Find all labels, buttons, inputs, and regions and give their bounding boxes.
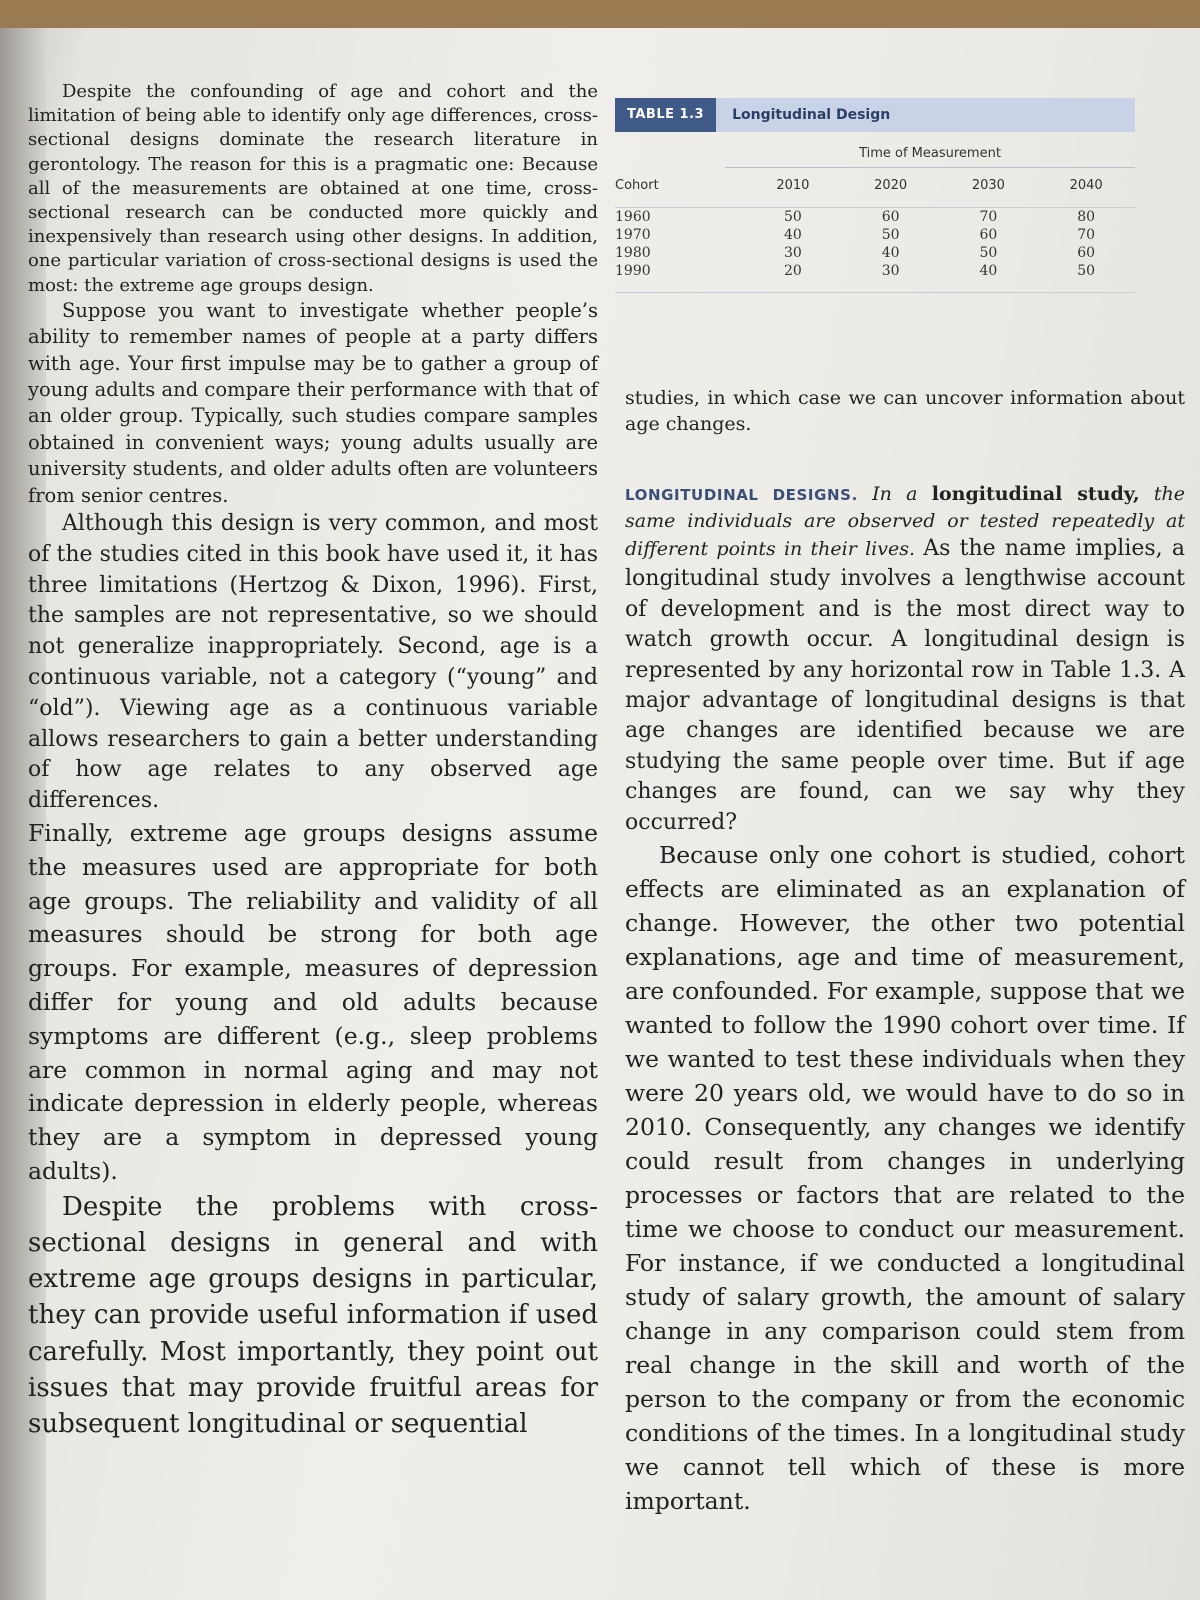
column-header: 2010	[776, 178, 810, 193]
value-cell: 40	[979, 263, 998, 279]
cohort-cell: 1990	[615, 263, 651, 279]
value-cell: 50	[1077, 263, 1096, 279]
value-cell: 70	[1077, 227, 1096, 243]
key-term: longitudinal study,	[931, 483, 1140, 505]
cohort-cell: 1980	[615, 245, 651, 261]
right-text-column	[625, 385, 1185, 1518]
column-header: 2040	[1069, 178, 1103, 193]
time-of-measurement-header: Time of Measurement	[725, 146, 1135, 168]
cohort-cell: 1970	[615, 227, 651, 243]
paragraph-despite-problems: Despite the problems with cross-sectional designs in general and with extreme age groups designs in particular, they can provide useful information if used carefully. Most importantly, they point out issues that may provide fruitful areas for subsequent longitudinal or sequential	[28, 1191, 598, 1440]
value-cell: 30	[783, 245, 802, 261]
paragraph-extreme-age-groups: Despite the confounding of age and cohort and the limitation of being able to identify only age differences, cross-sectional designs dominate the research literature in gerontology. The reason for this is a pragmatic one: Because all of the measurements are obtained at one time, cross-sectional research can be conducted more quickly and inexpensively than research using other designs. In addition, one particular variation of cross-sectional designs is used the most: the extreme age groups design.	[28, 81, 598, 296]
table-longitudinal-design	[615, 98, 1135, 293]
left-text-column	[28, 80, 598, 1442]
table-title: Longitudinal Design	[732, 107, 891, 123]
paragraph-studies-continued: studies, in which case we can uncover information about age changes.	[625, 387, 1185, 435]
table-header-bar	[615, 98, 1135, 132]
table-row	[615, 262, 1135, 280]
cohort-cell: 1960	[615, 209, 651, 225]
value-cell: 50	[783, 209, 802, 225]
value-cell: 60	[1077, 245, 1096, 261]
table-row	[615, 208, 1135, 227]
definition-body: the same individuals are observed or tested repeatedly at different points in their lives.	[625, 483, 1186, 560]
column-header: 2030	[971, 178, 1005, 193]
value-cell: 80	[1077, 209, 1096, 225]
definition-lead: In a	[872, 483, 918, 505]
value-cell: 60	[881, 209, 900, 225]
paragraph-suppose: Suppose you want to investigate whether people’s ability to remember names of people at a party differs with age. Your first impulse may be to gather a group of young adults and compare their performance with that of an older group. Typically, such studies compare samples obtained in convenient ways; young adults usually are university students, and older adults often are volunteers from senior centres.	[28, 298, 598, 507]
value-cell: 40	[783, 227, 802, 243]
section-heading: LONGITUDINAL DESIGNS.	[625, 486, 858, 504]
paragraph-longitudinal-definition	[625, 481, 1185, 838]
column-header: 2020	[874, 178, 908, 193]
table-bottom-rule	[615, 292, 1135, 293]
value-cell: 70	[979, 209, 998, 225]
paragraph-limitations: Although this design is very common, and most of the studies cited in this book have used it, it has three limitations (Hertzog & Dixon, 1996). First, the samples are not representative, so we should not generalize inappropriately. Second, age is a continuous variable, not a category (“young” and “old”). Viewing age as a continuous variable allows researchers to gain a better understanding of how age relates to any observed age differences.	[28, 511, 598, 814]
table-row	[615, 244, 1135, 262]
value-cell: 60	[979, 227, 998, 243]
paragraph-cohort-effects: Because only one cohort is studied, cohort effects are eliminated as an explanation of change. However, the other two potential explanations, age and time of measurement, are confounded. For example, suppose that we wanted to follow the 1990 cohort over time. If we wanted to test these individuals when they were 20 years old, we would have to do so in 2010. Consequently, any changes we identify could result from changes in underlying processes or factors that are related to the time we choose to conduct our measurement. For instance, if we conducted a longitudinal study of salary growth, the amount of salary change in any comparison could stem from real change in the skill and worth of the person to the company or from the economic conditions of the times. In a longitudinal study we cannot tell which of these is more important.	[625, 841, 1185, 1516]
paragraph-finally: Finally, extreme age groups designs assume the measures used are appropriate for both age groups. The reliability and validity of all measures should be strong for both age groups. For example, measures of depression differ for young and old adults because symptoms are different (e.g., sleep problems are common in normal aging and may not indicate depression in elderly people, whereas they are a symptom in depressed young adults).	[28, 819, 598, 1186]
value-cell: 50	[881, 227, 900, 243]
table-header-row	[615, 174, 1135, 208]
data-table	[615, 174, 1135, 280]
value-cell: 40	[881, 245, 900, 261]
value-cell: 30	[881, 263, 900, 279]
table-row	[615, 226, 1135, 244]
value-cell: 20	[783, 263, 802, 279]
value-cell: 50	[979, 245, 998, 261]
cohort-header: Cohort	[615, 178, 659, 193]
definition-rest: As the name implies, a longitudinal study involves a lengthwise account of development and is the most direct way to watch growth occur. A longitudinal design is represented by any horizontal row in Table 1.3. A major advantage of longitudinal designs is that age changes are identified because we are studying the same people over time. But if age changes are found, can we say why they occurred?	[625, 536, 1185, 835]
table-label: TABLE 1.3	[615, 98, 716, 132]
